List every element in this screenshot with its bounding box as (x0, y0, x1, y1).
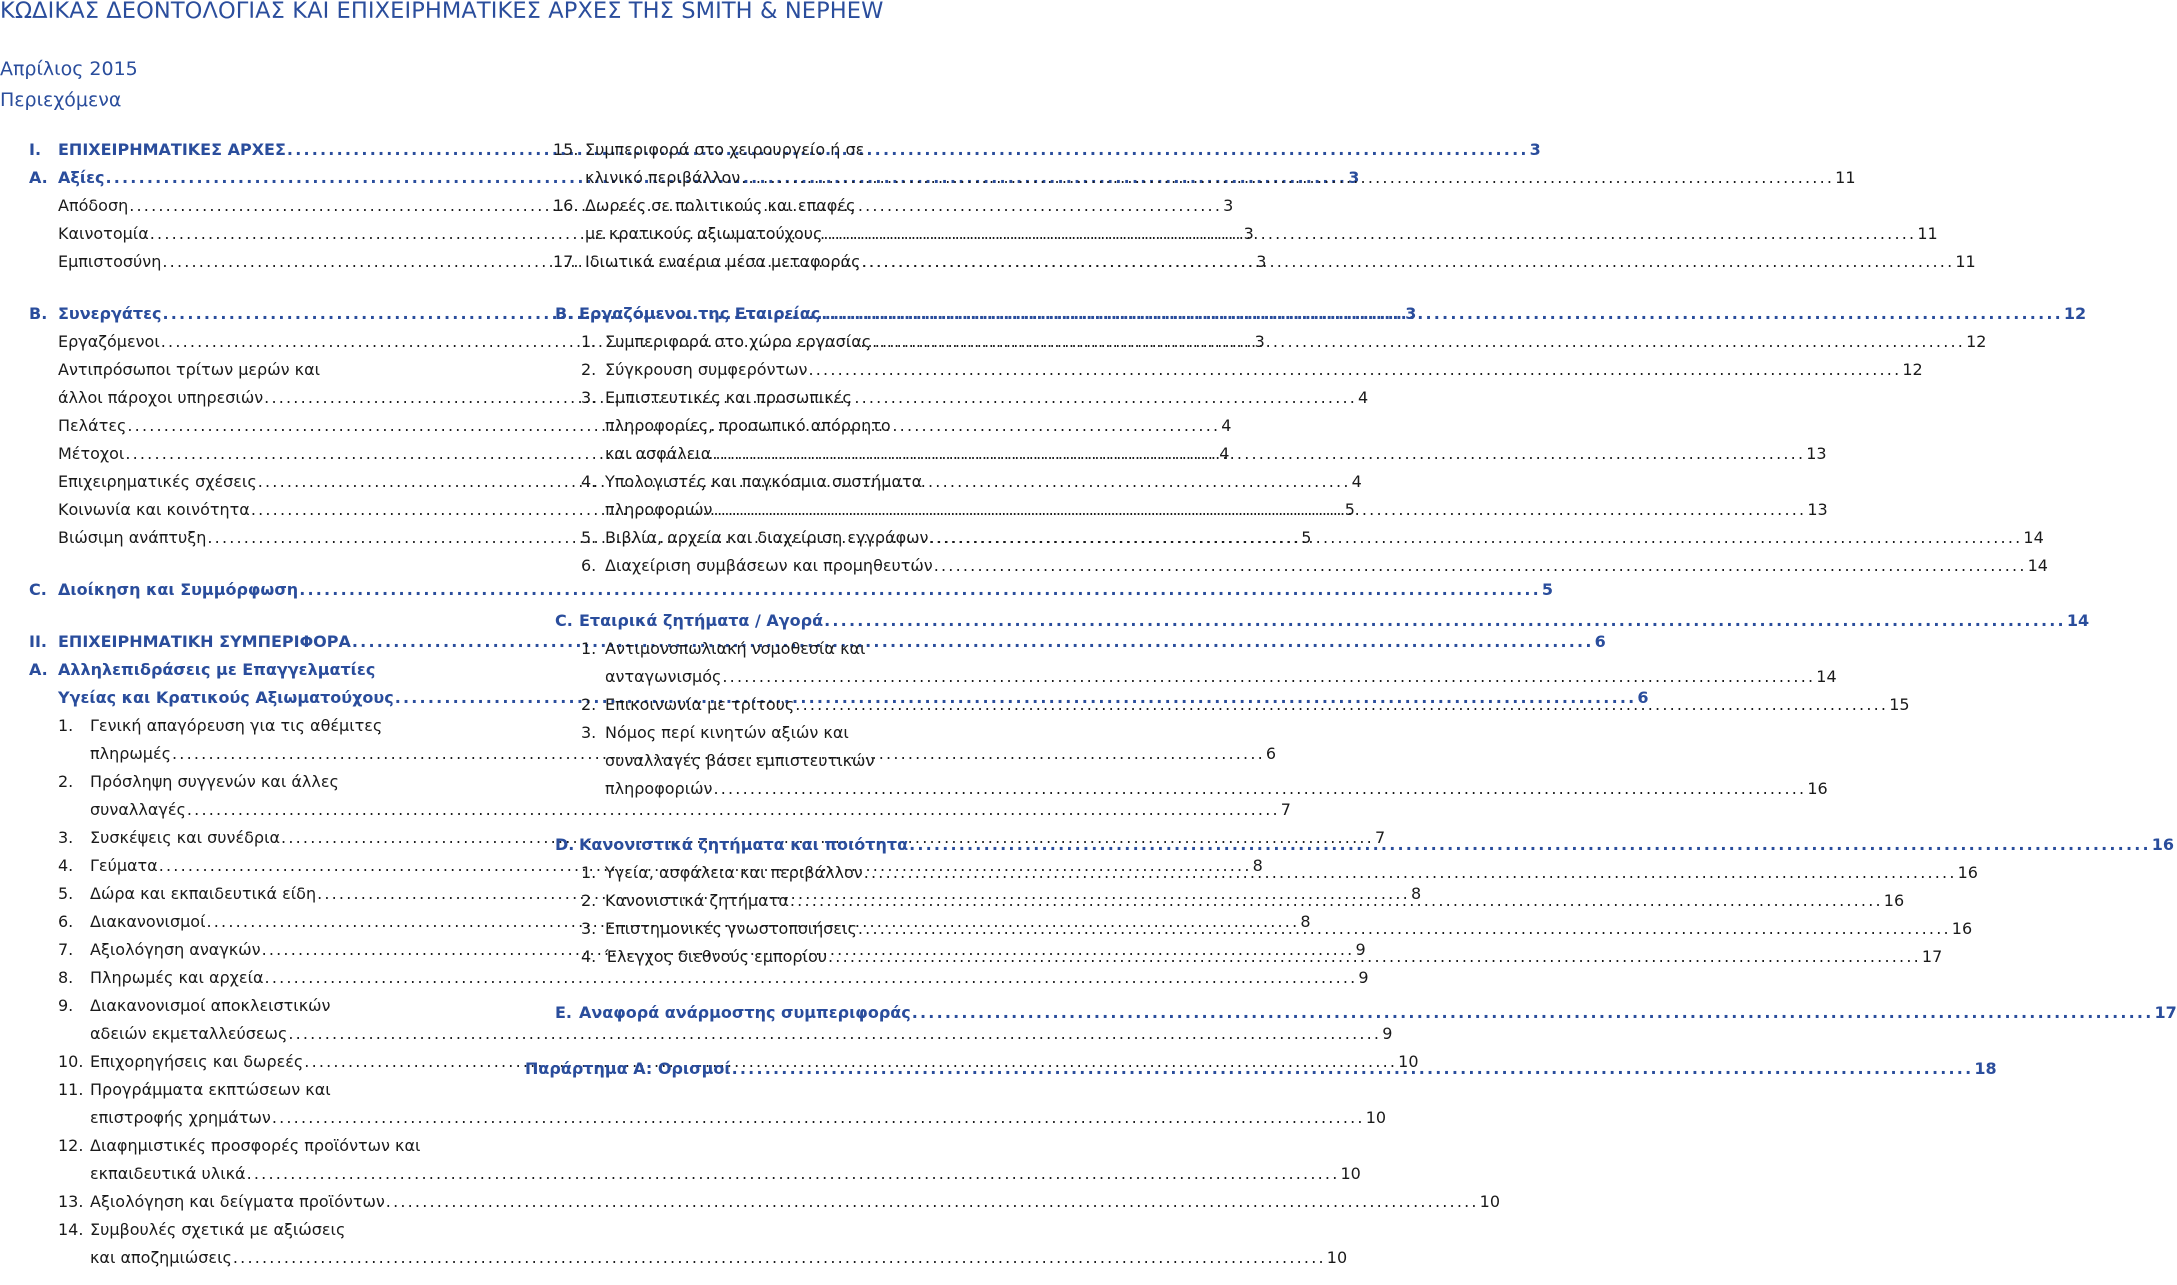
toc-leader-dots (790, 891, 1883, 910)
toc-entry-number: 3. (581, 388, 597, 407)
toc-leader-dots (934, 556, 2027, 575)
toc-page-number: 6 (1637, 688, 1649, 707)
toc-leader-dots (930, 528, 2023, 547)
toc-entry-title: Προγράμματα εκπτώσεων και (90, 1080, 331, 1099)
toc-entry-title: Υπολογιστές και παγκόσμια συστήματα (605, 472, 923, 491)
toc-entry-number: 4. (581, 947, 597, 966)
toc-entry-title: αδειών εκμεταλλεύσεως (90, 1024, 288, 1043)
toc-entry-number: B. (555, 304, 574, 323)
toc-entry[interactable] (553, 639, 960, 667)
toc-entry-title: Διαχείριση συμβάσεων και προμηθευτών (605, 556, 933, 575)
toc-entry-number: 11. (58, 1080, 84, 1099)
toc-entry-number: 7. (58, 940, 74, 959)
toc-entry[interactable] (553, 500, 1828, 528)
toc-entry[interactable] (553, 332, 1987, 360)
toc-entry-title: Επιχορηγήσεις και δωρεές (90, 1052, 304, 1071)
toc-leader-dots (823, 224, 1916, 243)
toc-page-number: 14 (2066, 611, 2090, 630)
toc-page-number: 11 (1917, 224, 1938, 243)
toc-entry-title: Επικοινωνία με τρίτους (605, 695, 795, 714)
toc-entry-title: ανταγωνισμός (605, 667, 722, 686)
toc-entry[interactable] (0, 996, 445, 1024)
toc-page-number: 5 (1541, 580, 1554, 599)
toc-entry[interactable] (553, 528, 2044, 556)
toc-page-number: 14 (2027, 556, 2048, 575)
toc-leader-dots (828, 947, 1921, 966)
toc-entry-title: Κανονιστικά ζητήματα (605, 891, 789, 910)
toc-entry[interactable] (0, 360, 445, 388)
toc-entry-number: 15. (553, 140, 579, 159)
toc-leader-dots (821, 304, 2063, 323)
toc-entry-title: επιστροφής χρημάτων (90, 1108, 271, 1127)
toc-entry[interactable] (553, 556, 2048, 584)
toc-page-number: 3 (1529, 140, 1541, 159)
toc-page-number: 6 (1265, 744, 1277, 763)
toc-entry-title: πληρωμές (90, 744, 172, 763)
toc-entry[interactable] (553, 723, 960, 751)
toc-entry-number: 3. (58, 828, 74, 847)
toc-entry-title: Νόμος περί κινητών αξιών και (605, 723, 849, 742)
toc-entry[interactable] (553, 416, 960, 444)
toc-entry-title: Διοίκηση και Συμμόρφωση (58, 580, 299, 599)
toc-entry-number: 9. (58, 996, 74, 1015)
toc-entry-number: 1. (58, 716, 74, 735)
toc-entry-title: Μέτοχοι (58, 444, 125, 463)
toc-page-number: 14 (1816, 667, 1837, 686)
toc-entry-title: Εργαζόμενοι (58, 332, 160, 351)
toc-entry-number: 4. (58, 856, 74, 875)
toc-entry[interactable] (553, 1003, 2177, 1031)
toc-entry-number: A. (29, 168, 48, 187)
toc-entry-title: πληροφορίες, προσωπικό απόρρητο (605, 416, 891, 435)
toc-page-number: 4 (1219, 444, 1230, 463)
toc-entry-title: Αξιολόγηση αναγκών (90, 940, 261, 959)
toc-page-number: 7 (1280, 800, 1291, 819)
toc-entry-number: 1. (581, 332, 597, 351)
toc-leader-dots (352, 632, 1594, 651)
toc-page-number: 15 (1889, 695, 1910, 714)
toc-entry[interactable] (0, 772, 445, 800)
toc-entry-title: και ασφάλεια (605, 444, 712, 463)
toc-page-number: 13 (1807, 500, 1828, 519)
toc-page-number: 3 (1223, 196, 1234, 215)
toc-leader-dots (741, 168, 1834, 187)
toc-page-number: 12 (1966, 332, 1987, 351)
toc-entry-title: Γενική απαγόρευση για τις αθέμιτες (90, 716, 383, 735)
toc-entry-title: κλινικό περιβάλλον (585, 168, 741, 187)
toc-leader-dots (713, 500, 1806, 519)
toc-entry-title: Παράρτημα A: Ορισμοί (525, 1059, 731, 1078)
toc-page-number: 10 (1340, 1164, 1361, 1183)
toc-entry-title: Γεύματα (90, 856, 158, 875)
toc-entry-title: εκπαιδευτικά υλικά (90, 1164, 246, 1183)
toc-page-number: 16 (2151, 835, 2175, 854)
toc-entry[interactable] (553, 252, 1976, 280)
toc-entry[interactable] (553, 224, 1938, 252)
toc-entry-title: Διακανονισμοί αποκλειστικών (90, 996, 331, 1015)
toc-page-number: 4 (1221, 416, 1232, 435)
toc-entry-number: 2. (581, 891, 597, 910)
toc-entry-number: 3. (581, 723, 597, 742)
toc-entry-title: Αξίες (58, 168, 105, 187)
toc-entry-title: Κανονιστικά ζητήματα και ποιότητα (579, 835, 909, 854)
toc-page-number: 8 (1410, 884, 1422, 903)
toc-entry[interactable] (0, 1220, 445, 1248)
toc-page-number: 18 (1974, 1059, 1997, 1078)
toc-leader-dots (233, 1248, 1326, 1267)
toc-page-number: 8 (1252, 856, 1263, 875)
toc-entry-title: Απόδοση (58, 196, 129, 215)
toc-entry-number: 8. (58, 968, 74, 987)
toc-entry-number: II. (29, 632, 47, 651)
toc-entry-title: Βιβλία, αρχεία και διαχείριση εγγράφων (605, 528, 929, 547)
toc-entry-number: 4. (581, 472, 597, 491)
toc-entry-number: 2. (581, 695, 597, 714)
toc-entry-number: 1. (581, 863, 597, 882)
toc-entry[interactable] (0, 1192, 1501, 1220)
toc-entry-title: συναλλαγές βάσει εμπιστευτικών (605, 751, 875, 770)
toc-entry-title: Διαφημιστικές προσφορές προϊόντων και (90, 1136, 421, 1155)
toc-page-number: 11 (1955, 252, 1976, 271)
toc-page-number: 4 (1358, 388, 1369, 407)
toc-entry[interactable] (553, 919, 1973, 947)
toc-entry-number: 1. (581, 639, 597, 658)
toc-entry-title: Διακανονισμοί (90, 912, 206, 931)
toc-entry[interactable] (553, 168, 1856, 196)
toc-page-number: 3 (1243, 224, 1254, 243)
toc-leader-dots (795, 695, 1888, 714)
toc-leader-dots (824, 611, 2066, 630)
toc-entry[interactable] (553, 444, 1827, 472)
toc-entry-title: Δωρεές σε πολιτικούς και επαφές (585, 196, 856, 215)
toc-entry-title: Κοινωνία και κοινότητα (58, 500, 250, 519)
toc-entry-number: 5. (581, 528, 597, 547)
toc-entry-number: I. (29, 140, 42, 159)
toc-entry-title: Εμπιστευτικές και προσωπικές (605, 388, 852, 407)
document-date: Απρίλιος 2015 (0, 58, 138, 80)
toc-entry-number: 6. (581, 556, 597, 575)
toc-entry-number: 10. (58, 1052, 84, 1071)
toc-page-number: 5 (1301, 528, 1312, 547)
toc-page-number: 10 (1365, 1108, 1387, 1127)
toc-page-number: 13 (1806, 444, 1827, 463)
toc-entry-title: Εργαζόμενοι της Εταιρείας (579, 304, 821, 323)
toc-entry-title: πληροφοριών (605, 779, 713, 798)
toc-page-number: 7 (1374, 828, 1386, 847)
toc-page-number: 12 (2063, 304, 2087, 323)
toc-entry[interactable] (553, 196, 960, 224)
toc-entry[interactable] (0, 800, 1291, 828)
toc-entry[interactable] (0, 1108, 1387, 1136)
toc-entry[interactable] (553, 388, 960, 416)
toc-entry[interactable] (553, 472, 960, 500)
toc-entry[interactable] (0, 1080, 445, 1108)
toc-leader-dots (912, 1003, 2154, 1022)
toc-entry-number: 12. (58, 1136, 84, 1155)
toc-page-number: 10 (1479, 1192, 1501, 1211)
toc-leader-dots (732, 1059, 1974, 1078)
toc-entry[interactable] (0, 660, 445, 688)
toc-entry-title: Δώρα και εκπαιδευτικά είδη (90, 884, 317, 903)
toc-entry[interactable] (553, 667, 1837, 695)
toc-entry-number: 13. (58, 1192, 84, 1211)
toc-entry[interactable] (553, 360, 1923, 388)
toc-page-number: 9 (1355, 940, 1366, 959)
toc-entry-number: E. (555, 1003, 573, 1022)
toc-entry-title: Εταιρικά ζητήματα / Αγορά (579, 611, 824, 630)
toc-page-number: 10 (1398, 1052, 1419, 1071)
toc-leader-dots (713, 779, 1806, 798)
toc-entry-title: Αναφορά ανάρμοστης συμπεριφοράς (579, 1003, 911, 1022)
toc-leader-dots (861, 252, 1954, 271)
toc-entry-title: Συσκέψεις και συνέδρια (90, 828, 281, 847)
toc-entry-title: Βιώσιμη ανάπτυξη (58, 528, 207, 547)
toc-page-number: 5 (1344, 500, 1355, 519)
toc-leader-dots (247, 1164, 1340, 1183)
toc-entry[interactable] (553, 751, 960, 779)
toc-entry-title: συναλλαγές (90, 800, 186, 819)
toc-leader-dots (858, 919, 1951, 938)
toc-entry-title: ΕΠΙΧΕΙΡΗΜΑΤΙΚΕΣ ΑΡΧΕΣ (58, 140, 286, 159)
toc-page-number: 12 (1902, 360, 1923, 379)
toc-entry-number: 16. (553, 196, 579, 215)
toc-page-number: 16 (1951, 919, 1973, 938)
toc-page-number: 14 (2023, 528, 2044, 547)
toc-entry-title: Καινοτομία (58, 224, 149, 243)
toc-entry[interactable] (553, 140, 960, 168)
toc-entry-title: Συμπεριφορά στο χειρουργείο ή σε (585, 140, 865, 159)
toc-leader-dots (864, 863, 1957, 882)
toc-entry-title: Επιχειρηματικές σχέσεις (58, 472, 257, 491)
toc-page-number: 3 (1348, 168, 1360, 187)
toc-entry[interactable] (0, 968, 1369, 996)
toc-entry-number: A. (29, 660, 48, 679)
toc-entry-title: Εμπιστοσύνη (58, 252, 162, 271)
toc-entry[interactable] (0, 1136, 445, 1164)
toc-entry-title: πληροφοριών (605, 500, 713, 519)
toc-entry-number: C. (555, 611, 573, 630)
toc-page-number: 3 (1256, 252, 1267, 271)
toc-page-number: 9 (1358, 968, 1369, 987)
toc-entry-title: Συμπεριφορά στο χώρο εργασίας (605, 332, 872, 351)
toc-entry[interactable] (553, 835, 2175, 863)
toc-page-number: 17 (1921, 947, 1943, 966)
toc-entry-number: 5. (58, 884, 74, 903)
toc-leader-dots (808, 360, 1901, 379)
toc-entry-title: με κρατικούς αξιωματούχους (585, 224, 823, 243)
toc-entry-number: C. (29, 580, 47, 599)
toc-leader-dots (712, 444, 1805, 463)
toc-entry-title: Αλληλεπιδράσεις με Επαγγελματίες (58, 660, 376, 679)
toc-entry[interactable] (0, 1024, 1393, 1052)
toc-leader-dots (722, 667, 1815, 686)
toc-page-number: 4 (1351, 472, 1362, 491)
toc-entry-number: B. (29, 304, 48, 323)
toc-entry-title: Υγεία, ασφάλεια και περιβάλλον (605, 863, 863, 882)
toc-leader-dots (872, 332, 1965, 351)
toc-entry[interactable] (553, 304, 2087, 332)
toc-page-number: 16 (1883, 891, 1905, 910)
toc-entry-title: ΕΠΙΧΕΙΡΗΜΑΤΙΚΗ ΣΥΜΠΕΡΙΦΟΡΑ (58, 632, 351, 651)
toc-leader-dots (386, 1192, 1479, 1211)
toc-entry-title: Πληρωμές και αρχεία (90, 968, 264, 987)
toc-entry-title: Αντιμονοπωλιακή νομοθεσία και (605, 639, 866, 658)
toc-entry-number: D. (555, 835, 575, 854)
document-title: ΚΩΔΙΚΑΣ ΔΕΟΝΤΟΛΟΓΙΑΣ ΚΑΙ ΕΠΙΧΕΙΡΗΜΑΤΙΚΕΣ ΑΡΧΕΣ ΤΗΣ SMITH & NEPHEW (0, 0, 884, 24)
toc-entry-title: Επιστημονικές γνωστοποιήσεις (605, 919, 857, 938)
toc-entry[interactable] (553, 863, 1978, 891)
toc-page-number: 17 (2154, 1003, 2177, 1022)
toc-entry-title: και αποζημιώσεις (90, 1248, 232, 1267)
toc-page-number: 3 (1254, 332, 1265, 351)
toc-entry-title: Υγείας και Κρατικούς Αξιωματούχους (58, 688, 394, 707)
toc-entry[interactable] (553, 947, 1943, 975)
toc-page-number: 10 (1326, 1248, 1348, 1267)
toc-entry-title: Ιδιωτικά εναέρια μέσα μεταφοράς (585, 252, 861, 271)
toc-page-number: 11 (1835, 168, 1856, 187)
toc-page-number: 8 (1300, 912, 1311, 931)
toc-entry[interactable] (0, 1248, 1348, 1276)
toc-entry-title: Αξιολόγηση και δείγματα προϊόντων (90, 1192, 385, 1211)
toc-entry[interactable] (553, 891, 1905, 919)
toc-entry-title: Πελάτες (58, 416, 127, 435)
toc-entry-number: 2. (58, 772, 74, 791)
toc-entry-number: 14. (58, 1220, 84, 1239)
toc-page-number: 3 (1405, 304, 1417, 323)
toc-leader-dots (909, 835, 2151, 854)
toc-entry[interactable] (0, 580, 1554, 608)
toc-entry-title: Συμβουλές σχετικά με αξιώσεις (90, 1220, 346, 1239)
toc-entry-title: Συνεργάτες (58, 304, 162, 323)
toc-entry-title: άλλοι πάροχοι υπηρεσιών (58, 388, 264, 407)
toc-entry[interactable] (0, 716, 445, 744)
toc-entry-number: 3. (581, 919, 597, 938)
toc-page-number: 16 (1957, 863, 1978, 882)
toc-entry[interactable] (0, 1164, 1361, 1192)
toc-leader-dots (272, 1108, 1365, 1127)
toc-entry-number: 17. (553, 252, 579, 271)
toc-page-number: 16 (1807, 779, 1828, 798)
toc-entry[interactable] (553, 779, 1828, 807)
toc-entry[interactable] (553, 611, 2090, 639)
toc-entry[interactable] (553, 695, 1910, 723)
toc-entry-title: Έλεγχος διεθνούς εμπορίου (605, 947, 827, 966)
toc-entry-title: Πρόσληψη συγγενών και άλλες (90, 772, 339, 791)
toc-page-number: 6 (1594, 632, 1606, 651)
contents-heading: Περιεχόμενα (0, 89, 122, 111)
toc-entry-number: 2. (581, 360, 597, 379)
toc-entry-title: Σύγκρουση συμφερόντων (605, 360, 808, 379)
toc-entry-title: Αντιπρόσωποι τρίτων μερών και (58, 360, 321, 379)
toc-page-number: 9 (1382, 1024, 1393, 1043)
toc-entry-number: 6. (58, 912, 74, 931)
